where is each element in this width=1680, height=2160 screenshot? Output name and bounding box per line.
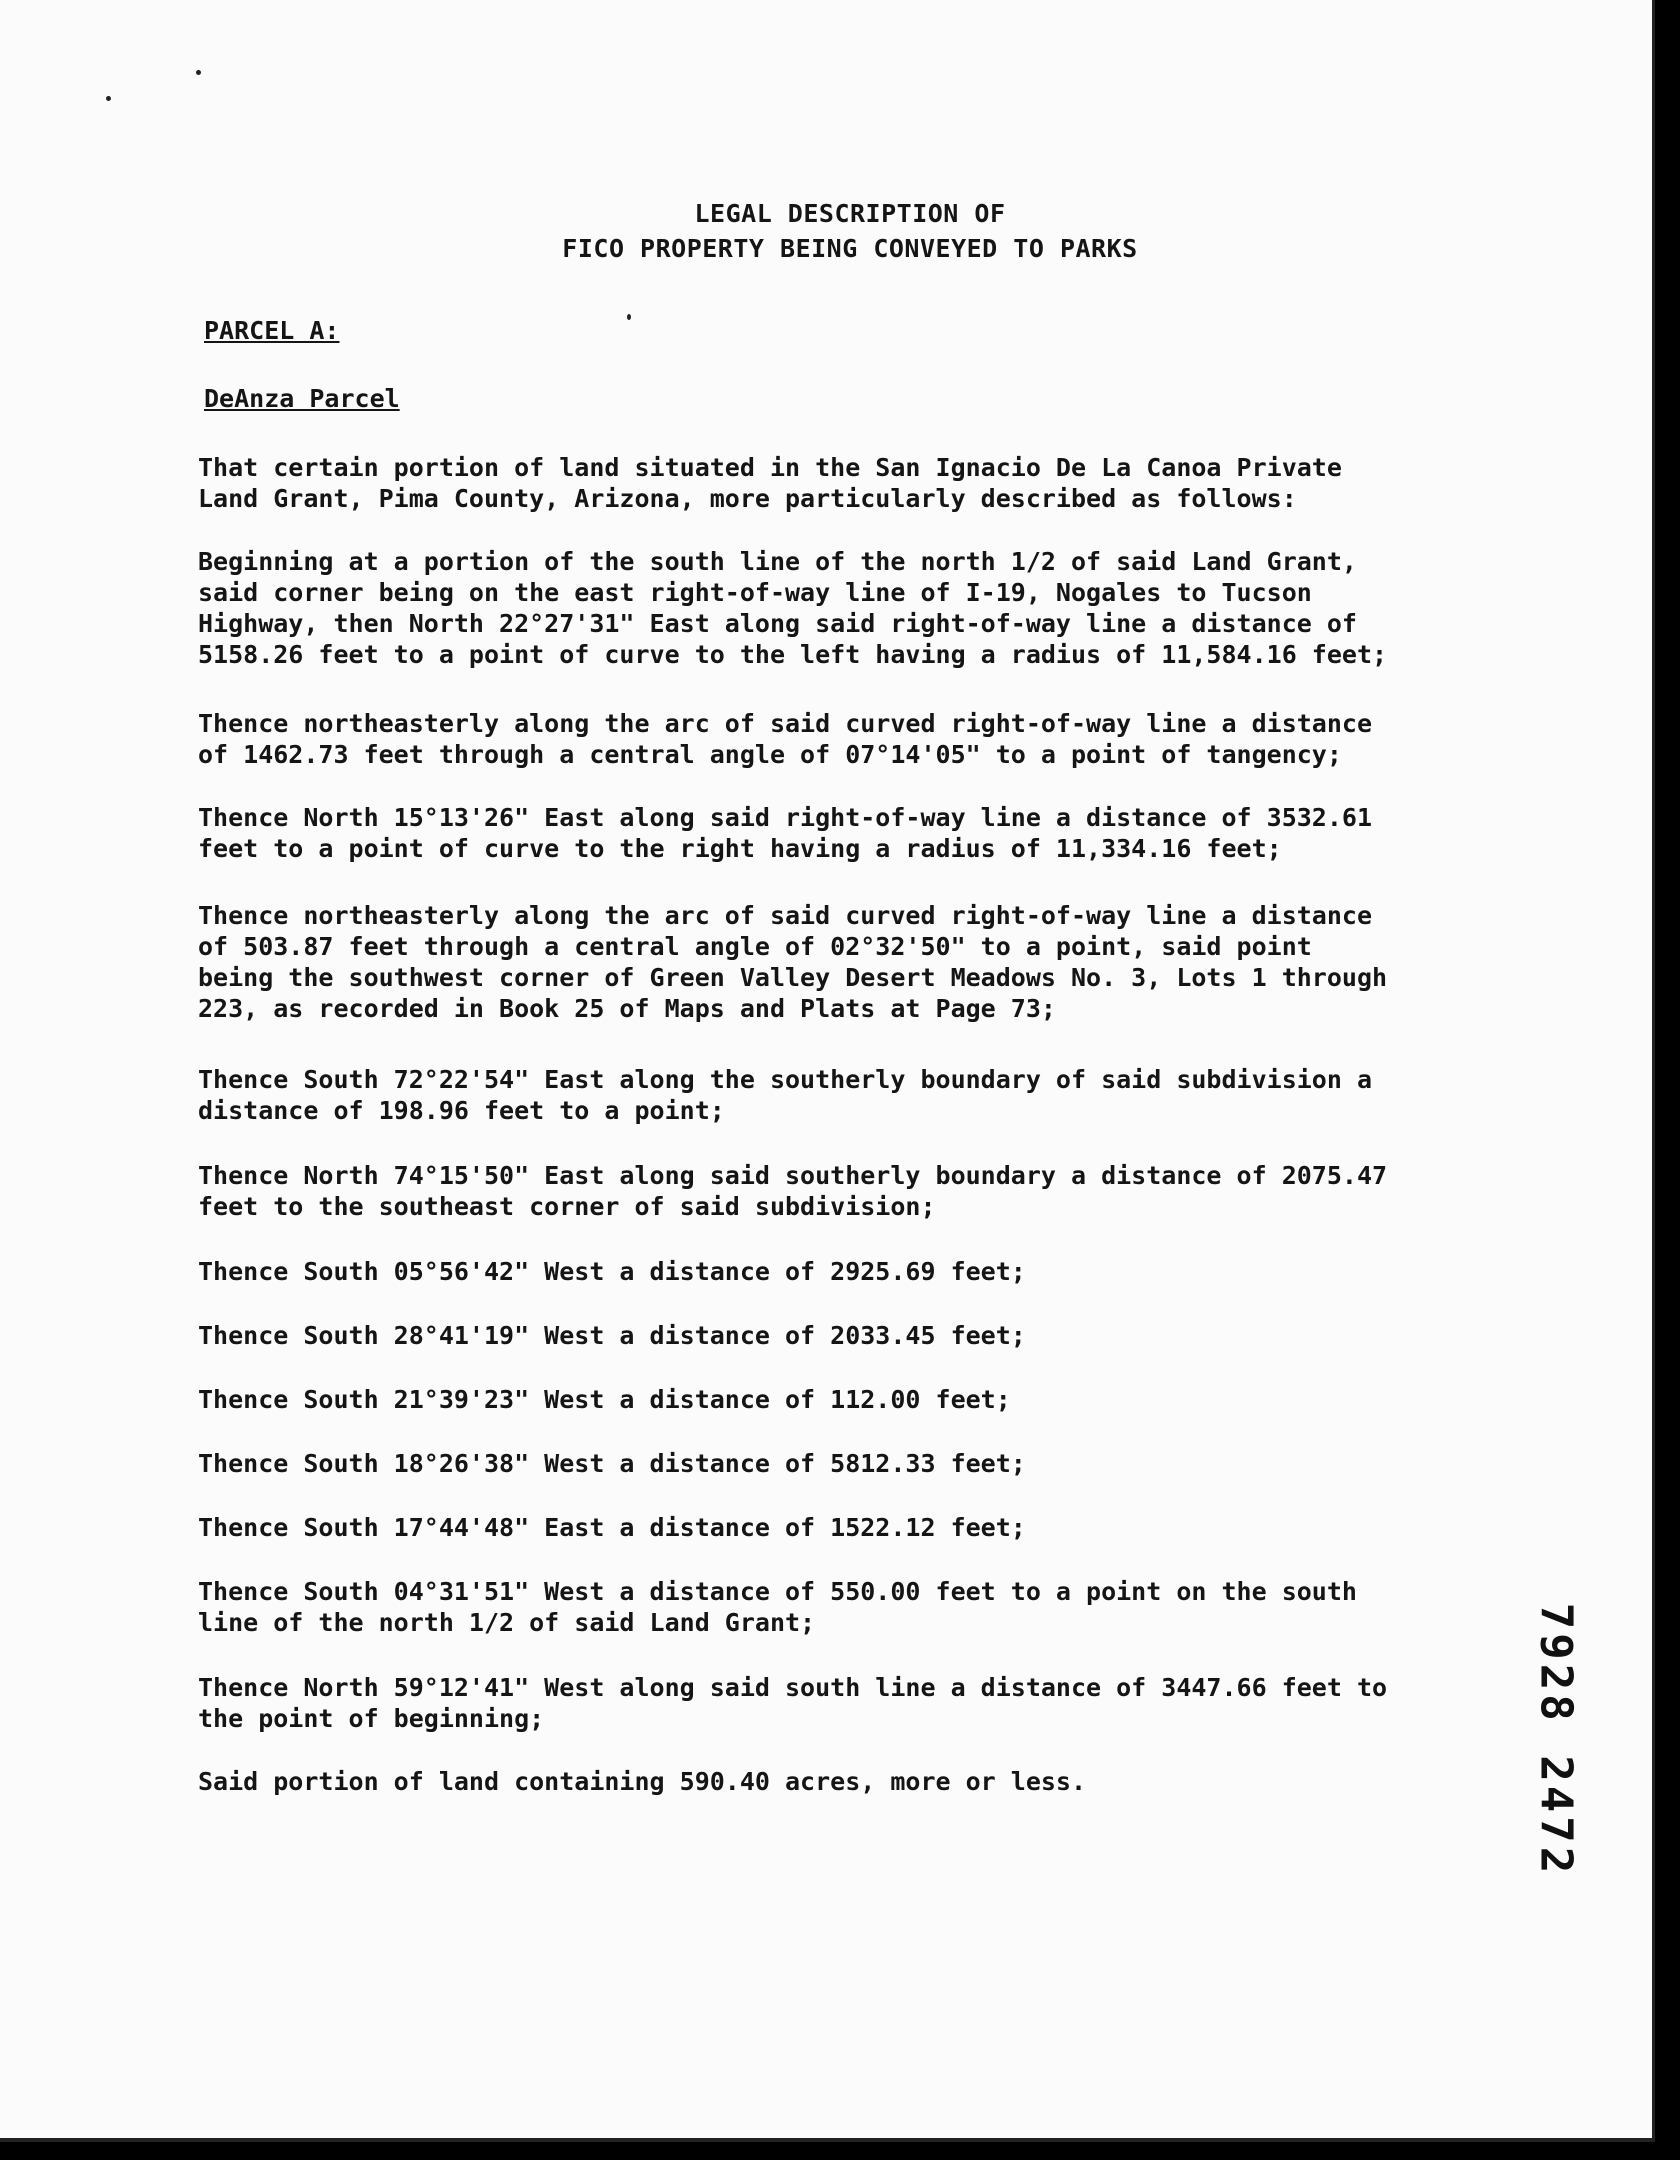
parcel-name: DeAnza Parcel (204, 384, 400, 413)
document-stamp-number (1500, 1590, 1620, 1890)
paragraph-line: being the southwest corner of Green Valley Desert Meadows No. 3, Lots 1 through (198, 963, 1388, 992)
paragraph (198, 1672, 1498, 1734)
title-line-2: FICO PROPERTY BEING CONVEYED TO PARKS (562, 234, 1138, 263)
paragraph-line: Thence South 04°31'51" West a distance of 550.00 feet to a point on the south (198, 1577, 1357, 1606)
paragraph (198, 1256, 1498, 1287)
document-title (380, 196, 1320, 266)
paragraph-line: Thence South 18°26'38" West a distance of 5812.33 feet; (198, 1449, 1026, 1478)
paragraph (198, 900, 1498, 1024)
paragraph-line: Land Grant, Pima County, Arizona, more particularly described as follows: (198, 484, 1297, 513)
paragraph-line: Thence North 15°13'26" East along said right-of-way line a distance of 3532.61 (198, 803, 1372, 832)
paragraph-line: feet to the southeast corner of said subdivision; (198, 1192, 936, 1221)
parcel-heading: PARCEL A: (204, 316, 340, 345)
paragraph-line: line of the north 1/2 of said Land Grant; (198, 1608, 816, 1637)
paragraph-line: Thence northeasterly along the arc of said curved right-of-way line a distance (198, 901, 1372, 930)
paragraph-line: Thence North 74°15'50" East along said southerly boundary a distance of 2075.47 (198, 1161, 1388, 1190)
paragraph-line: Highway, then North 22°27'31" East along said right-of-way line a distance of (198, 609, 1357, 638)
paragraph (198, 1160, 1498, 1222)
paragraph (198, 1064, 1498, 1126)
paragraph (198, 708, 1498, 770)
paragraph (198, 1512, 1498, 1543)
paragraph (198, 1320, 1498, 1351)
paragraph-line: Thence northeasterly along the arc of said curved right-of-way line a distance (198, 709, 1372, 738)
paragraph (198, 1448, 1498, 1479)
scan-speck (106, 96, 111, 101)
paragraph (198, 1576, 1498, 1638)
paragraph-line: Beginning at a portion of the south line of the north 1/2 of said Land Grant, (198, 547, 1357, 576)
paragraph-line: Thence North 59°12'41" West along said south line a distance of 3447.66 feet to (198, 1673, 1388, 1702)
paragraph (198, 802, 1498, 864)
paragraph-line: Thence South 17°44'48" East a distance of 1522.12 feet; (198, 1513, 1026, 1542)
paragraph-line: of 503.87 feet through a central angle of 02°32'50" to a point, said point (198, 932, 1312, 961)
paragraph-line: said corner being on the east right-of-way line of I-19, Nogales to Tucson (198, 578, 1312, 607)
paragraph (198, 1766, 1498, 1797)
paragraph-line: the point of beginning; (198, 1704, 545, 1733)
paragraph-line: 223, as recorded in Book 25 of Maps and Plats at Page 73; (198, 994, 1056, 1023)
paragraph-line: distance of 198.96 feet to a point; (198, 1096, 725, 1125)
paragraph-line: Thence South 28°41'19" West a distance of 2033.45 feet; (198, 1321, 1026, 1350)
paragraph-line: Thence South 05°56'42" West a distance of 2925.69 feet; (198, 1257, 1026, 1286)
paragraph (198, 1384, 1498, 1415)
scan-speck (627, 314, 631, 320)
title-line-1: LEGAL DESCRIPTION OF (694, 199, 1006, 228)
paragraph (198, 452, 1498, 514)
paragraph-line: feet to a point of curve to the right having a radius of 11,334.16 feet; (198, 834, 1282, 863)
paragraph-line: Thence South 72°22'54" East along the southerly boundary of said subdivision a (198, 1065, 1372, 1094)
paragraph-line: That certain portion of land situated in the San Ignacio De La Canoa Private (198, 453, 1342, 482)
paragraph-line: Said portion of land containing 590.40 acres, more or less. (198, 1767, 1087, 1796)
stamp-number-text: 7928 2472 (1530, 1602, 1582, 1878)
paragraph-line: of 1462.73 feet through a central angle of 07°14'05" to a point of tangency; (198, 740, 1342, 769)
scan-speck (196, 70, 201, 75)
paragraph-line: 5158.26 feet to a point of curve to the left having a radius of 11,584.16 feet; (198, 640, 1388, 669)
paragraph (198, 546, 1498, 670)
paragraph-line: Thence South 21°39'23" West a distance of 112.00 feet; (198, 1385, 1011, 1414)
